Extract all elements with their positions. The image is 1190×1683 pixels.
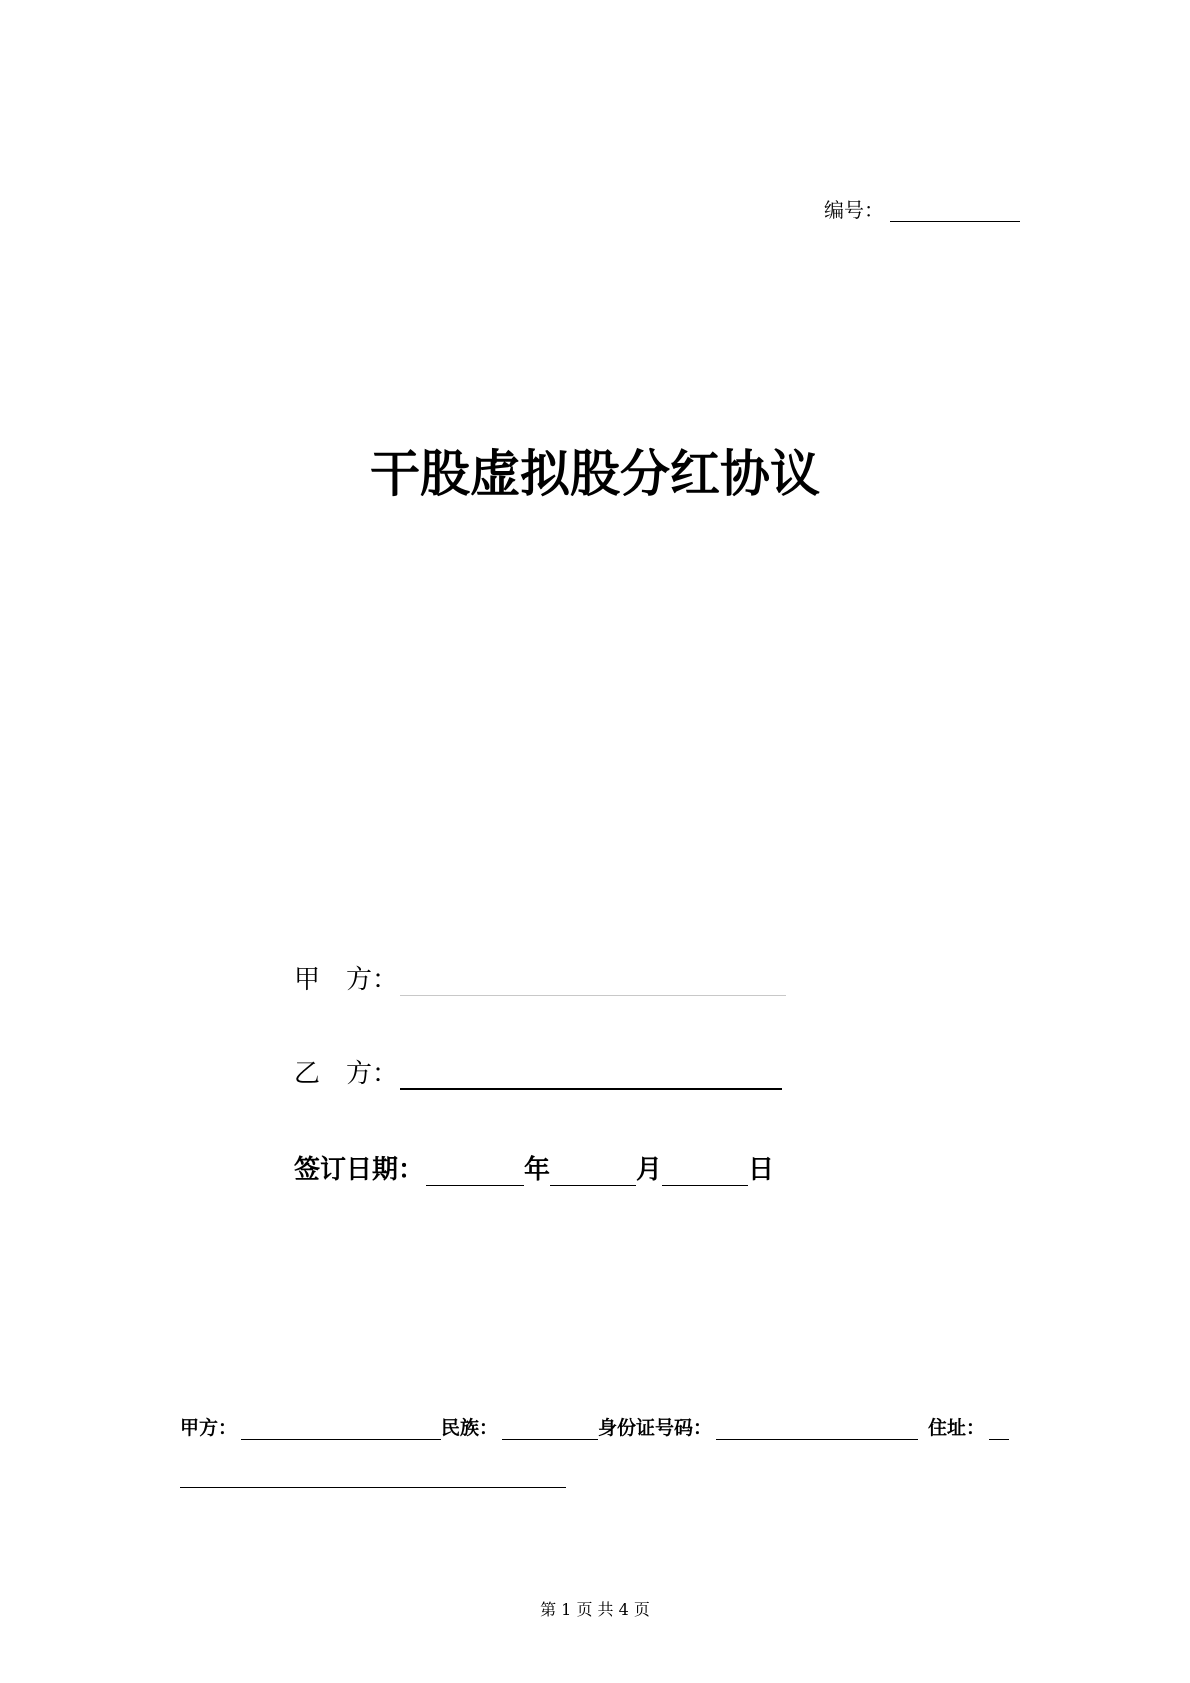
id-number-blank[interactable] [716, 1419, 918, 1440]
ethnicity-blank[interactable] [502, 1419, 598, 1440]
serial-number-blank[interactable] [890, 201, 1020, 222]
day-blank[interactable] [662, 1159, 748, 1186]
id-number-label: 身份证号码： [598, 1417, 713, 1439]
signing-date-row [294, 1154, 774, 1186]
document-title: 干股虚拟股分红协议 [370, 445, 820, 503]
serial-number-field [824, 198, 1020, 222]
address-blank[interactable] [989, 1419, 1009, 1440]
signing-date-label: 签订日期： [294, 1155, 425, 1185]
serial-number-label: 编号： [824, 198, 884, 222]
year-blank[interactable] [426, 1159, 524, 1186]
ethnicity-label: 民族： [441, 1417, 499, 1439]
page-footer: 第 1 页 共 4 页 [540, 1600, 650, 1619]
party-b-row [294, 1058, 782, 1090]
year-label: 年 [524, 1155, 551, 1185]
party-a-row [294, 964, 786, 996]
info-party-a-label: 甲方： [180, 1417, 238, 1439]
party-a-label: 甲 方： [294, 965, 399, 995]
day-label: 日 [748, 1155, 775, 1185]
party-a-blank[interactable] [400, 969, 786, 996]
info-party-a-blank[interactable] [241, 1419, 441, 1440]
month-label: 月 [636, 1155, 663, 1185]
party-a-info-row [180, 1416, 1009, 1440]
address-label: 住址： [928, 1417, 986, 1439]
party-b-label: 乙 方： [294, 1059, 399, 1089]
party-b-blank[interactable] [400, 1062, 782, 1090]
month-blank[interactable] [550, 1159, 636, 1186]
address-blank-continued[interactable] [180, 1486, 566, 1488]
